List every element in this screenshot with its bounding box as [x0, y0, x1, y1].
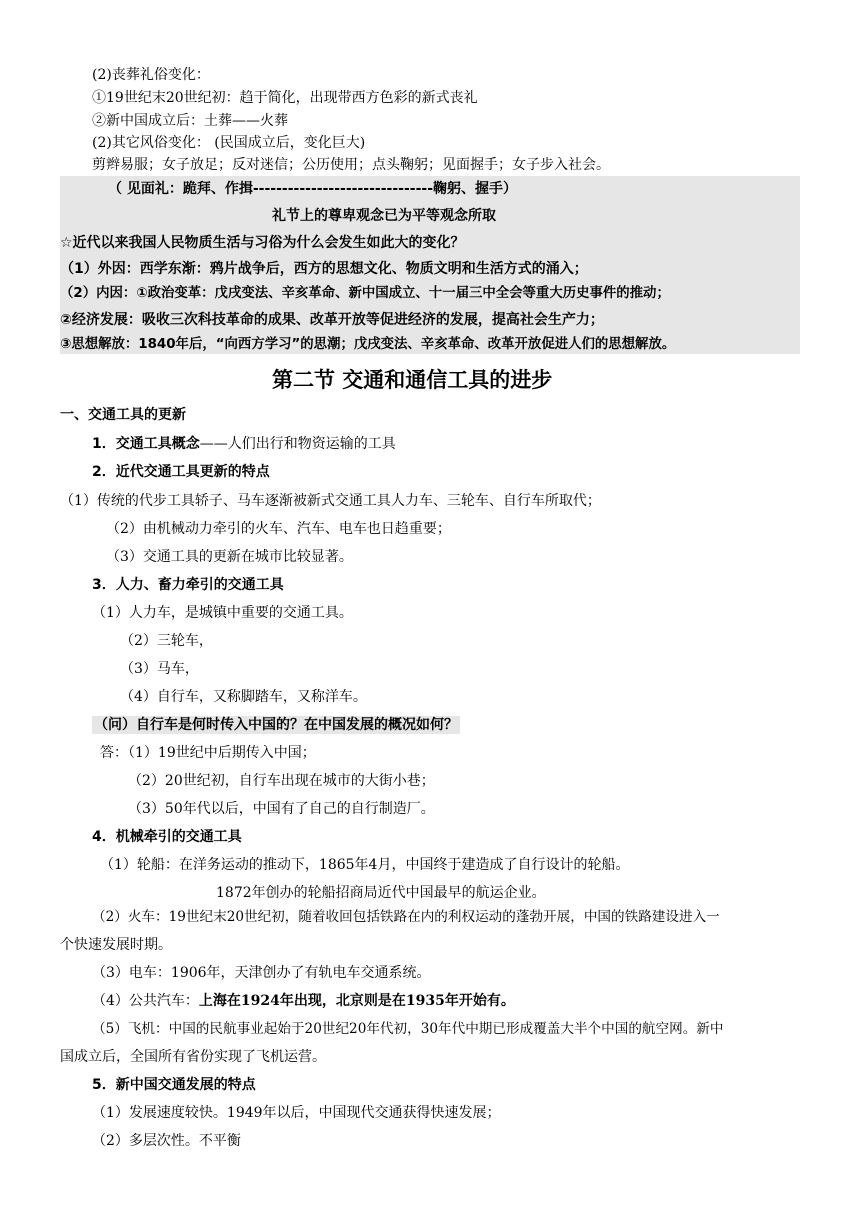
airplane-line-1: （5）飞机：中国的民航事业起始于20世纪20年代初，30年代中期已形成覆盖大半个中国的航空网。新中 — [92, 1021, 724, 1037]
concept-heading: 1．交通工具概念 — [92, 436, 200, 452]
answer-1: 答：（1）19世纪中后期传入中国； — [100, 745, 316, 761]
question-star: ☆近代以来我国人民物质生活与习俗为什么会发生如此大的变化？ — [60, 235, 465, 251]
airplane-line-2: 国成立后，全国所有省份实现了飞机运营。 — [60, 1049, 326, 1065]
etiquette-note: 礼节上的尊卑观念已为平等观念所取 — [272, 208, 496, 224]
steamship-company: 1872年创办的轮船招商局近代中国最早的航运企业。 — [216, 885, 546, 901]
modern-features-heading: 2．近代交通工具更新的特点 — [92, 464, 270, 480]
train-line-2: 个快速发展时期。 — [60, 937, 172, 953]
customs-list: 剪辫易服；女子放足；反对迷信；公历使用；点头鞠躬；见面握手；女子步入社会。 — [92, 157, 610, 173]
bus-label: （4）公共汽车： — [92, 993, 199, 1009]
reason-external: （1）外因：西学东渐：鸦片战争后，西方的思想文化、物质文明和生活方式的涌入； — [60, 261, 588, 277]
funeral-heading: (2)丧葬礼俗变化： — [92, 67, 210, 83]
reason-internal: （2）内因：①政治变革：戊戌变法、辛亥革命、新中国成立、十一届三中全会等重大历史事件的推动； — [60, 286, 670, 301]
greeting-note: （ 见面礼：跪拜、作揖-------------------------------鞠躬、握手） — [108, 181, 517, 197]
reason-thought: ③思想解放：1840年后，“向西方学习”的思潮；戊戌变法、辛亥革命、改革开放促进人们的思想解放。 — [60, 337, 676, 352]
new-china-heading: 5．新中国交通发展的特点 — [92, 1077, 256, 1093]
train-line-1: （2）火车：19世纪末20世纪初，随着收回包括铁路在内的利权运动的蓬勃开展，中国的铁路建设进入一 — [92, 909, 720, 925]
feature-1: （1）传统的代步工具轿子、马车逐渐被新式交通工具人力车、三轮车、自行车所取代； — [60, 493, 601, 509]
mechanical-heading: 4．机械牵引的交通工具 — [92, 829, 242, 845]
steamship: （1）轮船：在洋务运动的推动下，1865年4月，中国终于建造成了自行设计的轮船。 — [100, 857, 630, 873]
heading-transport-update: 一、交通工具的更新 — [60, 407, 186, 423]
answer-2: （2）20世纪初，自行车出现在城市的大街小巷； — [128, 773, 435, 789]
new-china-feature-2: （2）多层次性。不平衡 — [92, 1133, 241, 1149]
answer-3: （3）50年代以后，中国有了自己的自行制造厂。 — [128, 801, 435, 817]
customs-heading: (2)其它风俗变化： (民国成立后，变化巨大) — [92, 135, 366, 151]
bus-text: 上海在1924年出现，北京则是在1935年开始有。 — [198, 993, 515, 1009]
feature-3: （3）交通工具的更新在城市比较显著。 — [106, 549, 353, 565]
carriage: （3）马车， — [120, 661, 199, 677]
section-title: 第二节 交通和通信工具的进步 — [272, 368, 553, 392]
bicycle: （4）自行车，又称脚踏车，又称洋车。 — [120, 689, 367, 705]
new-china-feature-1: （1）发展速度较快。1949年以后，中国现代交通获得快速发展； — [92, 1105, 501, 1121]
funeral-item-1: ①19世纪末20世纪初：趋于简化，出现带西方色彩的新式丧礼 — [92, 90, 478, 106]
rickshaw: （1）人力车，是城镇中重要的交通工具。 — [92, 605, 353, 621]
tram: （3）电车：1906年，天津创办了有轨电车交通系统。 — [92, 965, 431, 981]
reason-economy: ②经济发展：吸收三次科技革命的成果、改革开放等促进经济的发展，提高社会生产力； — [60, 312, 604, 328]
human-animal-heading: 3．人力、畜力牵引的交通工具 — [92, 577, 284, 593]
feature-2: （2）由机械动力牵引的火车、汽车、电车也日趋重要； — [106, 521, 451, 537]
funeral-item-2: ②新中国成立后：土葬——火葬 — [92, 113, 288, 129]
concept-text: ——人们出行和物资运输的工具 — [199, 436, 396, 452]
bicycle-question: （问）自行车是何时传入中国的？在中国发展的概况如何？ — [94, 717, 458, 733]
tricycle: （2）三轮车， — [120, 633, 213, 649]
